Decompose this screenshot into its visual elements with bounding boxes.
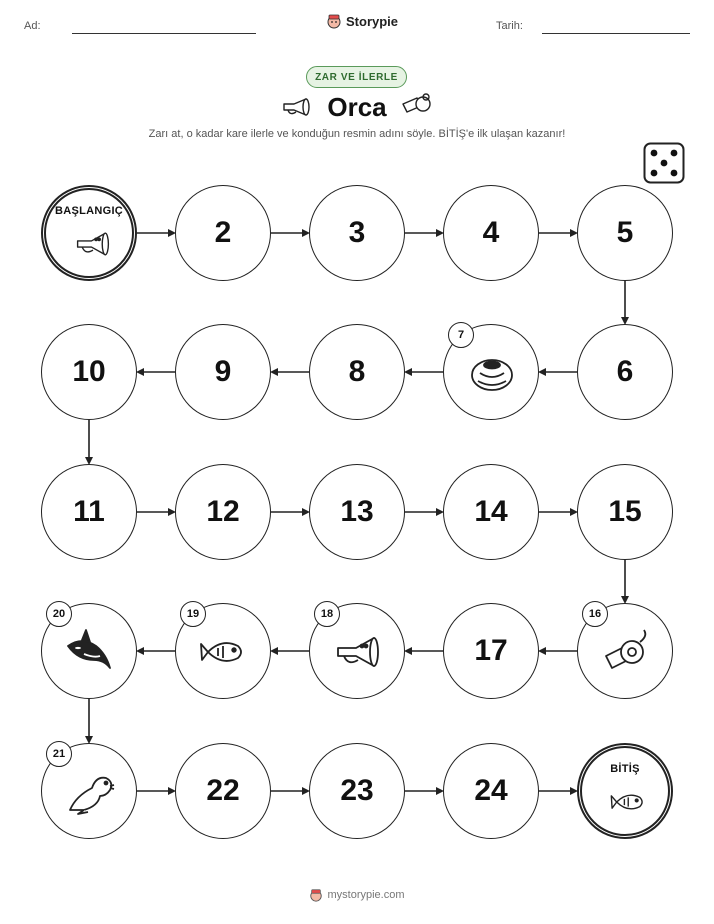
board-cell-19 [175,603,271,699]
board-cell-11 [41,464,137,560]
board-cell-24 [443,743,539,839]
cell-number: 23 [340,774,374,807]
cell-number-badge: 7 [448,322,474,348]
fish-icon [606,782,652,822]
seal-icon [64,766,116,818]
cell-number: 13 [340,495,374,528]
board-cell-4 [443,185,539,281]
name-label: Ad: [24,20,41,32]
whistle-icon [600,626,652,678]
board-cell-3 [309,185,405,281]
board-cell-5 [577,185,673,281]
cell-number: 24 [474,774,508,807]
start-cell [41,185,137,281]
storypie-mascot-icon [309,888,323,902]
trumpet-icon [332,626,384,678]
date-label: Tarih: [496,20,523,32]
board-cell-16 [577,603,673,699]
board-cell-21 [41,743,137,839]
cell-number-badge: 21 [46,741,72,767]
brand-name: Storypie [346,13,399,29]
cell-number-badge: 20 [46,601,72,627]
footer [0,888,714,902]
board-cell-18 [309,603,405,699]
board-cell-6 [577,324,673,420]
board-cell-10 [41,324,137,420]
cell-number-badge: 19 [180,601,206,627]
board-cell-7 [443,324,539,420]
cell-label: BAŞLANGIÇ [54,205,124,217]
orca-icon [64,626,116,678]
cell-number: 8 [348,355,366,388]
cell-number: 22 [206,774,240,807]
activity-badge: ZAR VE İLERLE [306,66,407,88]
instructions: Zarı at, o kadar kare ilerle ve konduğun resmin adını söyle. BİTİŞ'e ilk ulaşan kazanır! [148,128,566,140]
cell-number: 14 [474,495,508,528]
cell-number: 11 [73,495,105,528]
board-cell-2 [175,185,271,281]
trumpet-icon [70,224,116,264]
board-cell-15 [577,464,673,560]
cell-number: 10 [72,355,106,388]
cell-label: BİTİŞ [610,763,640,775]
cell-number: 17 [474,634,508,667]
cell-number: 2 [214,216,232,249]
cell-number: 4 [482,216,500,249]
cell-number: 15 [608,495,642,528]
board-cell-17 [443,603,539,699]
cell-number: 12 [206,495,240,528]
board-cell-23 [309,743,405,839]
page-title: Orca [327,92,387,122]
cell-number: 5 [616,216,634,249]
fish-icon [198,626,250,678]
cell-number: 9 [214,355,232,388]
finish-cell [577,743,673,839]
board-cell-13 [309,464,405,560]
footer-url[interactable]: mystorypie.com [327,889,405,901]
board-cell-20 [41,603,137,699]
board-cell-12 [175,464,271,560]
cell-number: 3 [348,216,366,249]
board-cell-14 [443,464,539,560]
cell-number-badge: 16 [582,601,608,627]
bead-icon [466,347,518,399]
board-cell-8 [309,324,405,420]
cell-number: 6 [616,355,634,388]
cell-number-badge: 18 [314,601,340,627]
board-cell-9 [175,324,271,420]
board-cell-22 [175,743,271,839]
